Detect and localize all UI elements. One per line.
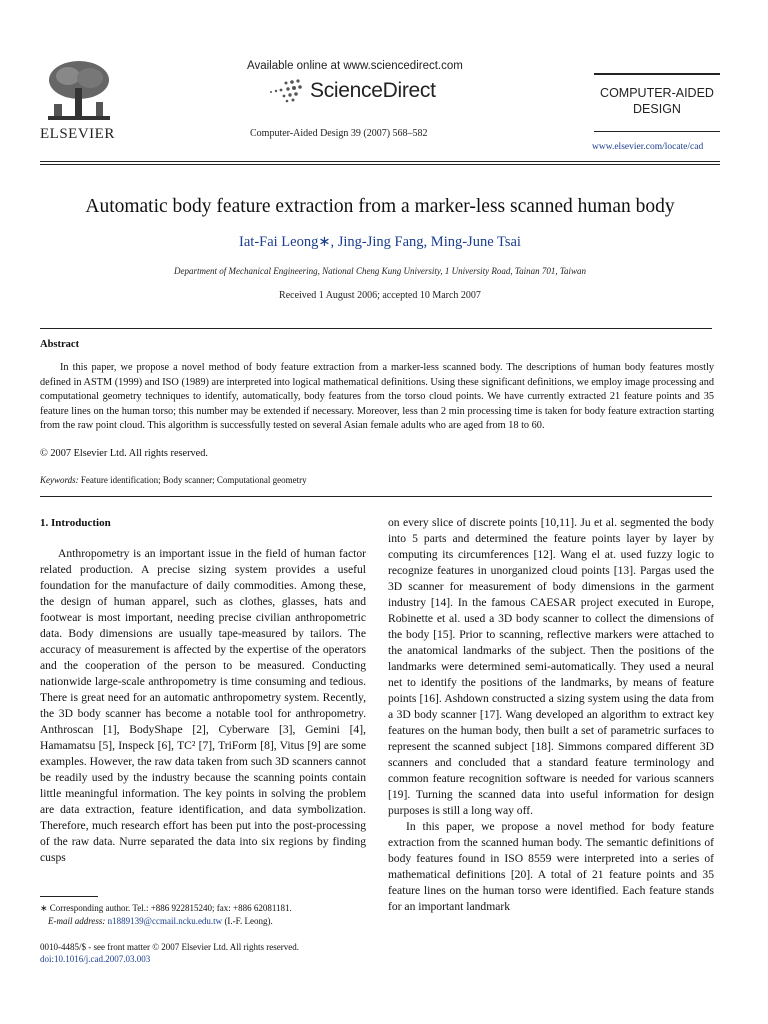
intro-paragraph-1: Anthropometry is an important issue in the field of human factor related production. A precise sizing system provides a useful foundation for the manufacture of daily commodities. Among these, the design of human apparel, such as clothes, glasses, hats and footwear is most important, needing precise civilian anthropometric data. Body dimensions are usually tape-measured by tailors. The accuracy of measurement is affected by the expertise of the operators and the cooperation of the person to be measured. Conducting nationwide large-scale anthropometry is time consuming and tedious. There is great need for an automatic anthropometry system. Recently, the 3D body scanner has become a notable tool for anthropometry. Anthroscan [1], BodyShape [2], Cyberware [3], Gemini [4], Hamamatsu [5], Inspeck [6], TC² [7], TriForm [8], Vitus [9] are some examples. However, the raw data taken from such 3D scanners cannot be readily used by the industry because the scanning points contain little meaningful information. The key points in solving the problem are data extraction, feature identification, and data symbolization. Therefore, much research effort has been put into the post-processing of the raw data. Nurre separated the data into six regions by finding cusps <box>40 547 366 864</box>
abstract-top-rule <box>40 328 712 329</box>
author-affiliation: Department of Mechanical Engineering, National Cheng Kung University, 1 University Road, Tainan 701, Taiwan <box>173 266 587 276</box>
journal-reference: Computer-Aided Design 39 (2007) 568–582 <box>250 128 428 139</box>
footnote-contact: ∗ Corresponding author. Tel.: +886 922815240; fax: +886 62081181. <box>40 903 292 913</box>
publisher-name: ELSEVIER <box>40 126 115 142</box>
journal-title-bottom-rule <box>594 131 720 132</box>
abstract-body: In this paper, we propose a novel method of body feature extraction from a marker-less scanned body. The descriptions of human body features mostly defined in ASTM (1999) and ISO (1989) are interpreted into logical mathematical definitions. Using these significant definitions, we employ image processing and computational geometry techniques to identify, automatically, body features from the torso cloud points. We have currently extracted 21 feature points and 35 feature lines on the human torso; this number may be extended if necessary. Moreover, less than 2 min processing time is taken for body feature extraction starting from the raw point cloud. This algorithm is successfully tested on several Asian female adults who are aged from 18 to 60. <box>40 362 714 431</box>
elsevier-tree-icon <box>40 58 118 128</box>
journal-title-line2: DESIGN <box>633 102 681 116</box>
keywords <box>40 475 307 485</box>
sciencedirect-wordmark: ScienceDirect <box>310 79 436 102</box>
sciencedirect-dots-icon <box>268 78 304 104</box>
footnote-email-line <box>40 915 370 928</box>
section-heading-introduction: 1. Introduction <box>40 517 111 529</box>
header-rule-2 <box>40 164 720 165</box>
front-matter-note <box>40 941 299 965</box>
journal-title <box>598 85 716 117</box>
header-rule <box>40 161 720 162</box>
email-label: E-mail address: <box>48 915 106 926</box>
footnote-rule <box>40 896 98 897</box>
journal-title-line1: COMPUTER-AIDED <box>600 86 714 100</box>
intro-paragraph-2: In this paper, we propose a novel method for body feature extraction from the scanned human body. The semantic definitions of body features found in ISO 8559 were interpreted into a series of mathematical definitions [20]. A total of 21 feature points and 35 feature lines on the human torso were identified. Each feature stands for an important landmark <box>388 820 714 913</box>
email-suffix: (I.-F. Leong). <box>222 915 273 926</box>
paper-authors[interactable]: Iat-Fai Leong∗, Jing-Jing Fang, Ming-June Tsai <box>239 234 521 250</box>
paper-title: Automatic body feature extraction from a marker-less scanned human body <box>85 196 675 217</box>
left-column <box>40 515 366 866</box>
keywords-text: Feature identification; Body scanner; Computational geometry <box>78 475 307 485</box>
journal-title-top-rule <box>594 73 720 75</box>
corresponding-author-footnote <box>40 902 370 927</box>
received-dates: Received 1 August 2006; accepted 10 March 2007 <box>279 290 481 301</box>
sciencedirect-logo <box>268 78 436 104</box>
keywords-bottom-rule <box>40 496 712 497</box>
available-online-text: Available online at www.sciencedirect.com <box>247 60 463 72</box>
abstract-copyright: © 2007 Elsevier Ltd. All rights reserved. <box>40 448 208 459</box>
right-column <box>388 515 714 915</box>
issn-line: 0010-4485/$ - see front matter © 2007 Elsevier Ltd. All rights reserved. <box>40 942 300 952</box>
email-link[interactable]: n1889139@ccmail.ncku.edu.tw <box>105 915 223 926</box>
intro-paragraph-1-continued: on every slice of discrete points [10,11]. Ju et al. segmented the body into 5 parts and determined the feature points layer by layer by computing its circumferences [12]. Wang el at. used fuzzy logic to recognize features in unorganized cloud points [13]. Pargas used the 3D scanner for measurement of body dimensions in the garment industry [14]. In the famous CAESAR project executed in Europe, Robinette et al. used a 3D body scanner to collect the dimensions of the body [15]. Prior to scanning, reflective markers were attached to the anatomical landmarks of the subject. Then the positions of the landmarks were determined semi-automatically. They used a neural net to identify the positions of the landmarks, by means of feature points [16]. Ashdown constructed a sizing system using the data from a 3D body scanner [17]. Wang developed an algorithm to extract key features on the human body, then built a set of parametric surfaces to represent the scanned subject [18]. Simmons compared different 3D scanners and concluded that a standard feature terminology and common feature recognition software is needed for various scanners [19]. Turning the scanned data into useful information for design purposes is still a long way off. <box>388 516 714 817</box>
keywords-label: Keywords: <box>40 475 79 485</box>
doi-link[interactable]: doi:10.1016/j.cad.2007.03.003 <box>40 954 151 964</box>
abstract-heading: Abstract <box>40 339 80 350</box>
journal-url-link[interactable]: www.elsevier.com/locate/cad <box>592 142 704 152</box>
